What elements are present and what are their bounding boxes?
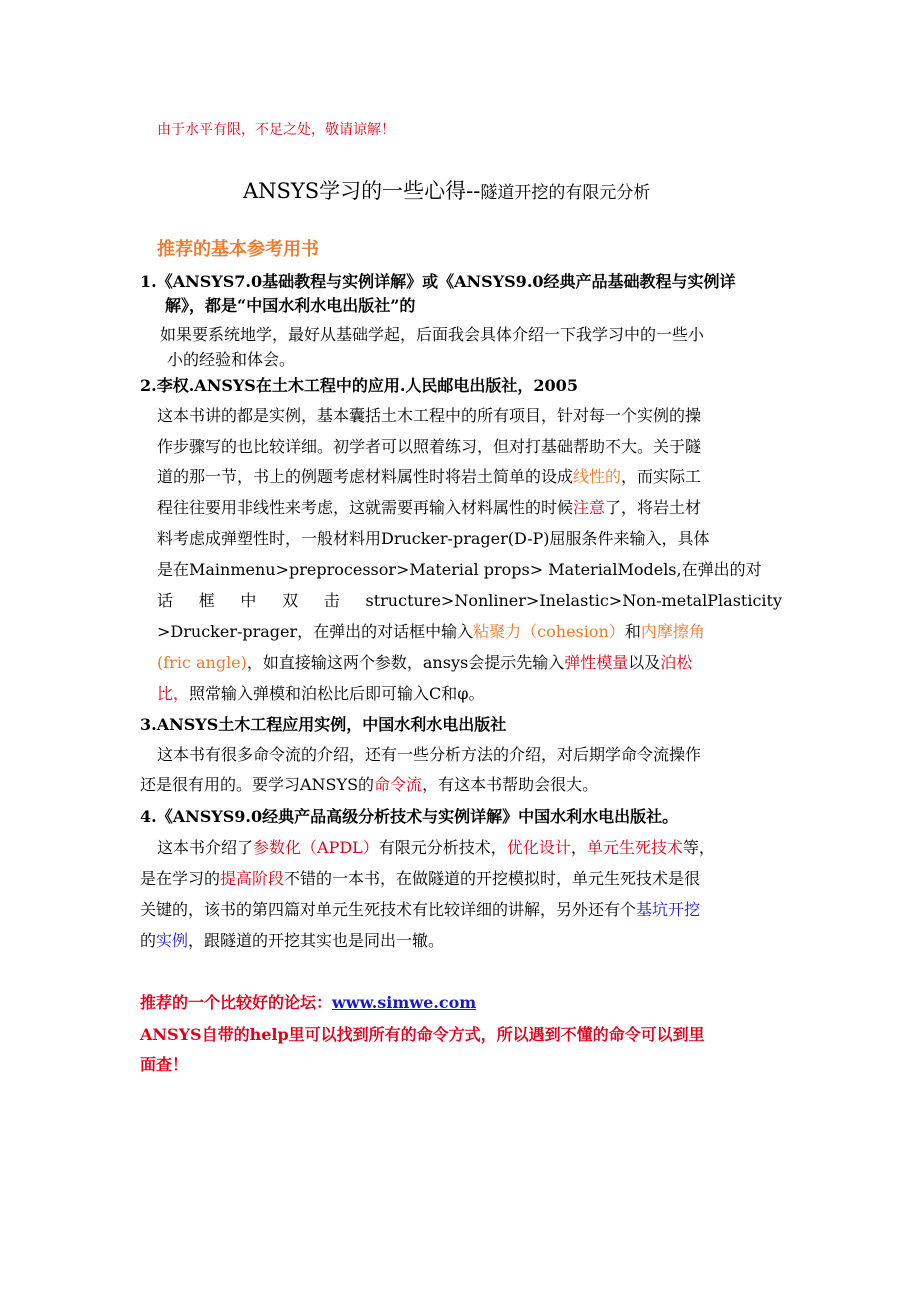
page-title [243,178,650,206]
title-sub: 隧道开挖的有限元分析 [480,183,651,203]
book4-line4-c: ，跟隧道的开挖其实也是同出一辙。 [188,931,445,950]
book4-line2-a: 是在学习的 [140,869,221,888]
book2-line5: 料考虑成弹塑性时，一般材料用Drucker-prager(D-P)屈服条件来输入，具体 [157,529,710,548]
book4-line3-a: 关键的，该书的第四篇对单元生死技术有比较详细的讲解，另外还有个 [140,900,637,919]
book1-title-line2: 解》，都是“中国水利水电出版社”的 [165,296,416,315]
highlight-attention: 注意 [573,498,606,517]
highlight-friction-angle: 内摩擦角 [640,622,705,641]
book2-heading: 2.李权.ANSYS在土木工程中的应用.人民邮电出版社，2005 [140,376,578,395]
book2-line2: 作步骤写的也比较详细。初学者可以照着练习，但对打基础帮助不大。关于隧 [157,437,702,456]
book2-line3-c: ，而实际工 [621,467,702,486]
book3-line2 [140,775,598,795]
highlight-example: 实例 [156,931,189,950]
help-note-line1: ANSYS自带的help里可以找到所有的命令方式，所以遇到不懂的命令可以到里 [140,1025,705,1044]
forum-recommendation [140,993,476,1013]
forum-link[interactable]: www.simwe.com [332,993,477,1012]
book1-title-line1: 1.《ANSYS7.0基础教程与实例详解》或《ANSYS9.0经典产品基础教程与实例详 [140,272,736,291]
book4-line1-c: 有限元分析技术， [378,838,507,857]
disclaimer-note: 由于水平有限，不足之处，敬请谅解！ [157,122,395,138]
book4-line4-a: 的 [140,931,157,950]
book2-line8 [157,622,705,642]
book4-line2-c: 不错的一本书，在做隧道的开挖模拟时，单元生死技术是很 [284,869,701,888]
book2-line9 [157,653,692,673]
highlight-apdl: 参数化（APDL） [253,838,379,857]
highlight-birth-death: 单元生死技术 [586,838,683,857]
highlight-poisson-end: 比， [157,684,190,703]
book4-line1-g: 等， [682,838,715,857]
book2-line7: 话 框 中 双 击 structure>Nonliner>Inelastic>Non-metalPlasticity [157,591,782,610]
highlight-poisson: 泊松 [660,653,693,672]
book2-line4-c: 了，将岩土材 [605,498,702,517]
book2-line10 [157,684,484,704]
book2-line6: 是在Mainmenu>preprocessor>Material props> MaterialModels,在弹出的对 [157,560,762,579]
highlight-cohesion: 粘聚力（cohesion） [473,622,625,641]
book3-line2-c: ，有这本书帮助会很大。 [422,775,599,794]
book2-line9-d: 以及 [628,653,661,672]
highlight-command-stream: 命令流 [374,775,423,794]
highlight-fric-angle: (fric angle) [157,653,247,672]
book4-line3 [140,900,700,920]
book2-line4 [157,498,701,518]
highlight-elastic-modulus: 弹性模量 [564,653,629,672]
book2-line3 [157,467,701,487]
highlight-advanced-stage: 提高阶段 [220,869,285,888]
book4-line1-e: ， [570,838,587,857]
book2-line9-b: ，如直接输这两个参数，ansys会提示先输入 [246,653,565,672]
highlight-foundation-pit: 基坑开挖 [636,900,701,919]
highlight-linear: 线性的 [573,467,622,486]
book2-line10-b: 照常输入弹模和泊松比后即可输入C和φ。 [189,684,485,703]
book4-heading: 4.《ANSYS9.0经典产品高级分析技术与实例详解》中国水利水电出版社。 [140,807,679,826]
book3-heading: 3.ANSYS土木工程应用实例，中国水利水电出版社 [140,715,507,734]
book3-line1: 这本书有很多命令流的介绍，还有一些分析方法的介绍，对后期学命令流操作 [157,745,702,764]
book2-line8-a: >Drucker-prager，在弹出的对话框中输入 [157,622,474,641]
book4-line4 [140,931,444,951]
section-heading: 推荐的基本参考用书 [157,239,319,260]
book3-line2-a: 还是很有用的。要学习ANSYS的 [140,775,375,794]
forum-label: 推荐的一个比较好的论坛： [140,993,333,1012]
book4-line2 [140,869,700,889]
help-note-line2: 面查！ [140,1055,189,1074]
book4-line1-a: 这本书介绍了 [157,838,254,857]
book2-line8-c: 和 [624,622,641,641]
title-main: ANSYS学习的一些心得-- [243,179,481,203]
book4-line1 [157,838,715,858]
book1-desc-line1: 如果要系统地学，最好从基础学起，后面我会具体介绍一下我学习中的一些小 [160,325,705,344]
book2-line3-a: 道的那一节，书上的例题考虑材料属性时将岩土简单的设成 [157,467,574,486]
highlight-optimization: 优化设计 [506,838,571,857]
book1-desc-line2: 小的经验和体会。 [167,350,296,369]
book2-line4-a: 程往往要用非线性来考虑，这就需要再输入材料属性的时候 [157,498,574,517]
book2-line1: 这本书讲的都是实例，基本囊括土木工程中的所有项目，针对每一个实例的操 [157,406,702,425]
